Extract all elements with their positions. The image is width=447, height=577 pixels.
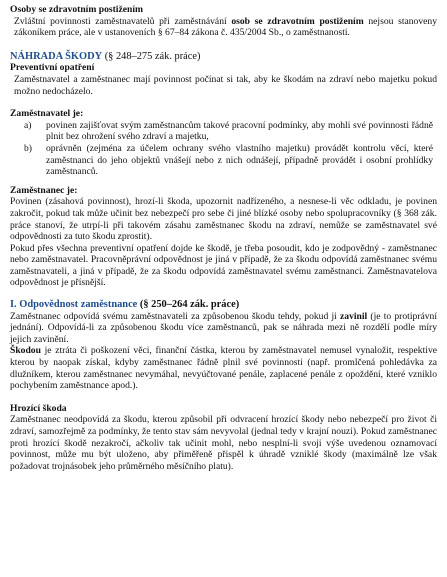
employee-paragraph-1: Povinen (zásahová povinnost), hrozí-li škoda, upozornit nadřízeného, a nesnese-li věc odkladu, je povinen zakročit, pokud tak může učinit bez nebezpečí pro sebe či jiné blízké osoby nebo spolupracovníky (§ 368 zák. práce stanoví, že utrpí-li při takovém zásahu zaměstnanec škodu na zdraví, nemůže se zaměstnavatel své odpovědnosti za tuto škodu zprostit).	[10, 196, 437, 243]
hrozici-heading: Hrozící škoda	[10, 402, 67, 414]
nahrada-title: NÁHRADA ŠKODY (§ 248–275 zák. práce)	[10, 50, 201, 62]
list-item: b) oprávněn (zejména za účelem ochrany svého vlastního majetku) provádět kontrolu věcí, které zaměstnanci do jeho objektů vnášejí nebo z nich odnášejí, případně provádět i osobní prohlídky zaměstnanců.	[24, 142, 433, 178]
odpovednost-title: I. Odpovědnost zaměstnance (§ 250–264 zák. práce)	[10, 299, 240, 311]
list-item: a) povinen zajišťovat svým zaměstnancům takové pracovní podmínky, aby mohli své povinnosti řádně plnit bez ohrožení svého zdraví a majetku,	[24, 119, 433, 143]
osoby-paragraph: Zvláštní povinnosti zaměstnavatelů při zaměstnávání osob se zdravotním postižením nejsou stanoveny zákoníkem práce, ale v ustanoveních § 67–84 zákona č. 435/2004 Sb., o zaměstnanosti.	[14, 15, 438, 39]
prevention-heading: Preventivní opatření	[10, 62, 95, 74]
employer-list	[10, 120, 437, 178]
prevention-paragraph: Zaměstnavatel a zaměstnanec mají povinnost počínat si tak, aby ke škodám na zdraví nebo majetku pokud možno nedocházelo.	[14, 73, 437, 97]
employee-heading: Zaměstnanec je:	[10, 184, 78, 196]
employer-heading: Zaměstnavatel je:	[10, 108, 84, 120]
odpovednost-paragraph-2: Škodou je ztráta či poškození věci, finanční částka, kterou by zaměstnavatel nemusel vynaložit, respektive kterou by naopak získal, kdyby zaměstnanec řádně plnil své povinnosti (např. promlčená pohledávka za dlužníkem, kterou zaměstnanec nevymáhal, nevyúčtované penále, zaplacené penále z opoždění, které vzniklo pochybením zaměstnance apod.).	[10, 345, 437, 392]
odpovednost-paragraph-1: Zaměstnanec odpovídá svému zaměstnavateli za způsobenou škodu tehdy, pokud ji zavinil (je to protiprávní jednání). Odpovídá-li za způsobenou škodu více zaměstnanců, pak se náhrada mezi ně rozdělí podle míry jejich zavinění.	[10, 310, 438, 345]
osoby-heading: Osoby se zdravotním postižením	[10, 4, 143, 15]
hrozici-paragraph: Zaměstnanec neodpovídá za škodu, kterou způsobil při odvracení hrozící škody nebo nebezpečí pro život či zdraví, samozřejmě za podmínky, že tento stav sám nevyvolal (jednal tedy v krajní nouzi). Pokud zaměstnanec proti hrozící škodě nezakročí, ačkoliv tak učinit mohl, nebo nesplní-li svoji výše uvedenou oznamovací povinnost, může mu být uloženo, aby přiměřeně přispěl k úhradě vzniklé škody (maximálně lze však požadovat trojnásobek jeho průměrného měsíčního platu).	[10, 414, 437, 472]
employee-paragraph-2: Pokud přes všechna preventivní opatření dojde ke škodě, je třeba posoudit, kdo je zodpovědný - zaměstnanec nebo zaměstnavatel. Pracovněprávní odpovědnost je jiná v případě, že za škodu odpovídá zaměstnanec svému zaměstnavateli, a jiná v případě, že za škodu odpovídá zaměstnavatel svému zaměstnanci. Zaměstnavatelova odpovědnost je přísnější.	[10, 242, 437, 289]
